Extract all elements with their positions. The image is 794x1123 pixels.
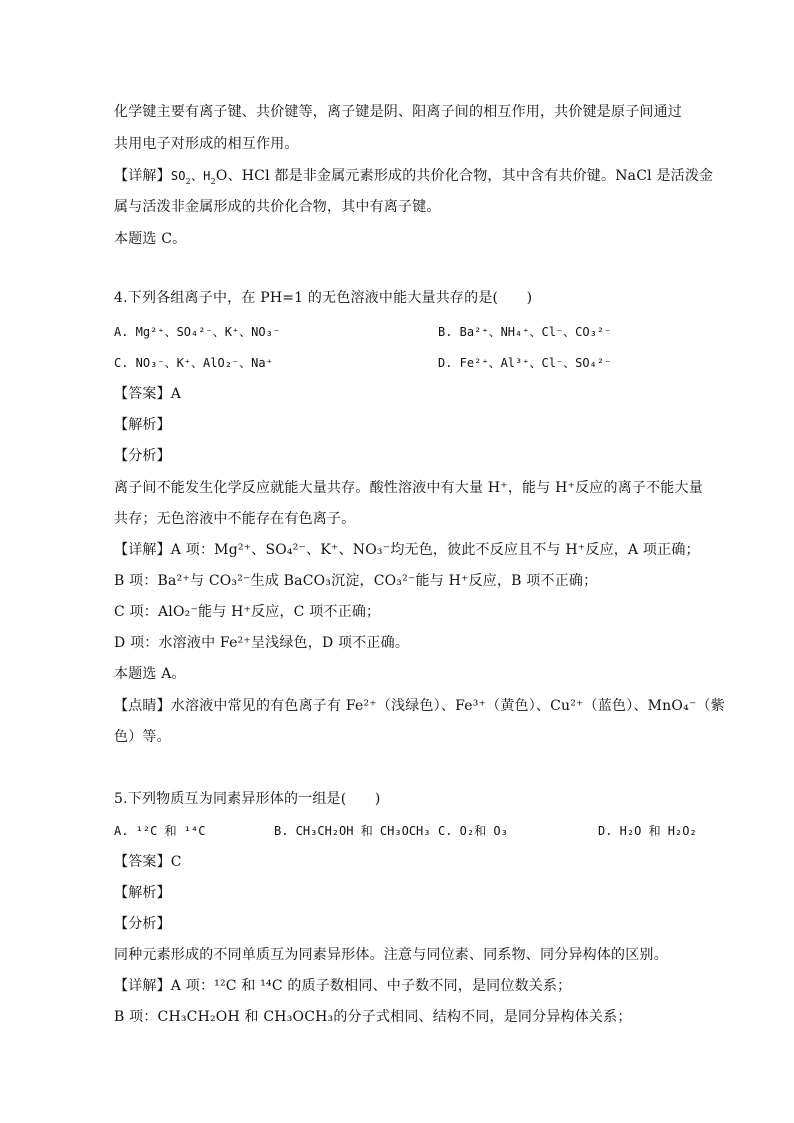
q5-fenxi: 【分析】 bbox=[114, 916, 171, 932]
q4-detail-d: D 项：水溶液中 Fe²⁺呈浅绿色，D 项不正确。 bbox=[114, 635, 410, 651]
q4-choose: 本题选 A。 bbox=[114, 666, 186, 682]
q4-option-c: C. NO₃⁻、K⁺、AlO₂⁻、Na⁺ bbox=[114, 356, 273, 370]
q4-detail-c: C 项：AlO₂⁻能与 H⁺反应，C 项不正确； bbox=[114, 604, 381, 620]
q4-option-a: A. Mg²⁺、SO₄²⁻、K⁺、NO₃⁻ bbox=[114, 325, 281, 339]
q4-stem: 4.下列各组离子中，在 PH=1 的无色溶液中能大量共存的是( ) bbox=[114, 290, 533, 306]
q4-analysis-1: 离子间不能发生化学反应就能大量共存。酸性溶液中有大量 H⁺，能与 H⁺反应的离子不能大量 bbox=[114, 480, 703, 496]
intro-line-1: 化学键主要有离子键、共价键等，离子键是阴、阳离子间的相互作用，共价键是原子间通过 bbox=[114, 104, 682, 120]
intro-line-2: 共用电子对形成的相互作用。 bbox=[114, 136, 299, 152]
q5-option-d: D. H₂O 和 H₂O₂ bbox=[598, 824, 697, 838]
q4-detail-b: B 项：Ba²⁺与 CO₃²⁻生成 BaCO₃沉淀，CO₃²⁻能与 H⁺反应，B 项不正确； bbox=[114, 573, 598, 589]
q5-option-b: B. CH₃CH₂OH 和 CH₃OCH₃ bbox=[274, 824, 431, 838]
q5-analysis: 同种元素形成的不同单质互为同素异形体。注意与同位素、同系物、同分异构体的区别。 bbox=[114, 947, 668, 963]
q5-detail-b: B 项：CH₃CH₂OH 和 CH₃OCH₃的分子式相同、结构不同，是同分异构体关系； bbox=[114, 1009, 632, 1025]
q3-choose: 本题选 C。 bbox=[114, 231, 187, 247]
q3-detail-tag: 【详解】 bbox=[114, 168, 171, 184]
q5-jiexi: 【解析】 bbox=[114, 885, 171, 901]
q5-detail-a: 【详解】A 项：¹²C 和 ¹⁴C 的质子数相同、中子数不同，是同位数关系； bbox=[114, 978, 572, 994]
q4-note-2: 色）等。 bbox=[114, 729, 171, 745]
q4-option-b: B. Ba²⁺、NH₄⁺、Cl⁻、CO₃²⁻ bbox=[438, 325, 612, 339]
q3-detail-line-2: 属与活泼非金属形成的共价化合物，其中有离子键。 bbox=[114, 199, 441, 215]
q4-analysis-2: 共存；无色溶液中不能存在有色离子。 bbox=[114, 511, 356, 527]
q4-note-1: 【点睛】水溶液中常见的有色离子有 Fe²⁺（浅绿色）、Fe³⁺（黄色）、Cu²⁺（蓝色）、MnO₄⁻（紫 bbox=[114, 698, 725, 714]
q4-answer: 【答案】A bbox=[114, 386, 182, 402]
q4-option-d: D. Fe²⁺、Al³⁺、Cl⁻、SO₄²⁻ bbox=[438, 356, 612, 370]
q4-jiexi: 【解析】 bbox=[114, 417, 171, 433]
q5-answer: 【答案】C bbox=[114, 854, 182, 870]
q5-option-c: C. O₂和 O₃ bbox=[438, 824, 508, 838]
q5-option-a: A. ¹²C 和 ¹⁴C bbox=[114, 824, 206, 838]
q4-fenxi: 【分析】 bbox=[114, 448, 171, 464]
q4-detail-a: 【详解】A 项：Mg²⁺、SO₄²⁻、K⁺、NO₃⁻均无色，彼此不反应且不与 H⁺反应，A 项正确； bbox=[114, 542, 700, 558]
q5-stem: 5.下列物质互为同素异形体的一组是( ) bbox=[114, 791, 381, 807]
q3-detail-line-1: 【详解】$SO_2$、$H_2O$、HCl 都是非金属元素形成的共价化合物，其中含有共价键。NaCl 是活泼金 bbox=[114, 168, 714, 186]
